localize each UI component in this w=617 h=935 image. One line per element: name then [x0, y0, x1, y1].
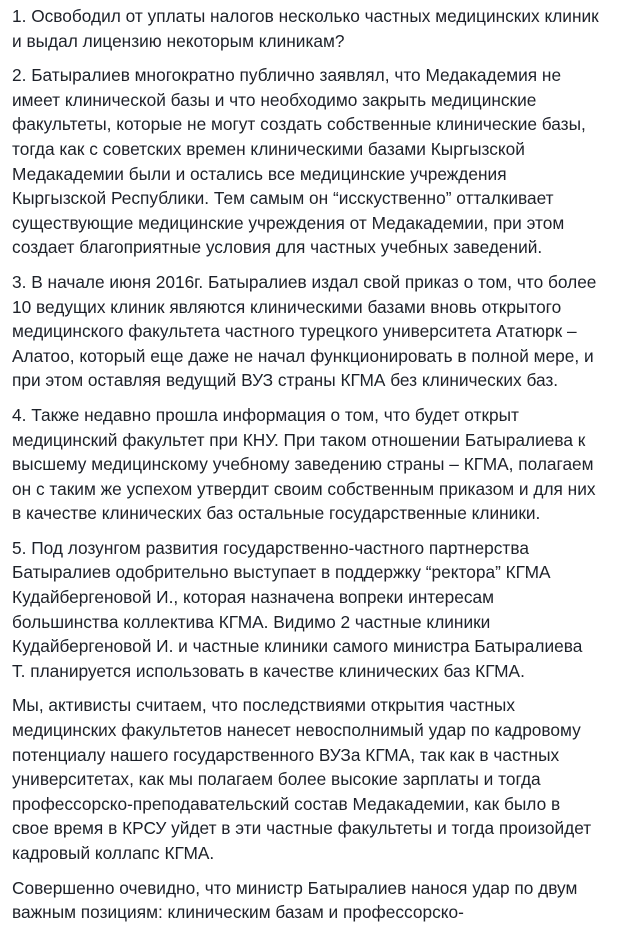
- text-line: 4. Также недавно прошла информация о том, что будет открыт: [12, 404, 519, 425]
- text-line: потенциалу нашего государственного ВУЗа КГМА, так как в частных: [12, 744, 560, 765]
- text-line: 5. Под лозунгом развития государственно-частного партнерства: [12, 537, 529, 558]
- text-line: 3. В начале июня 2016г. Батыралиев издал свой приказ о том, что более: [12, 271, 597, 292]
- text-line: тогда как с советских времен клиническими базами Кыргызской: [12, 138, 525, 159]
- text-line: Батыралиев одобрительно выступает в поддержку “ректора” КГМА: [12, 562, 551, 583]
- text-line: медицинский факультет при КНУ. При таком отношении Батыралиева к: [12, 429, 586, 450]
- paragraph-7: [12, 876, 612, 925]
- text-line: Кудайбергеновой И. и частные клиники самого министра Батыралиева: [12, 636, 583, 657]
- text-line: медицинских факультетов нанесет невосполнимый удар по кадровому: [12, 720, 581, 741]
- paragraph-1: [12, 4, 612, 53]
- text-line: и выдал лицензию некоторым клиникам?: [12, 30, 345, 51]
- text-line: 1. Освободил от уплаты налогов несколько частных медицинских клиник: [12, 6, 599, 26]
- text-line: Мы, активисты считаем, что последствиями открытия частных: [12, 695, 515, 716]
- text-line: медицинского факультета частного турецкого университета Ататюрк –: [12, 321, 577, 342]
- text-line: кадровый коллапс КГМА.: [12, 843, 215, 863]
- text-line: в качестве клинических баз остальные государственные клиники.: [12, 503, 541, 524]
- text-line: профессорско-преподавательский состав Медакадемии, как было в: [12, 793, 561, 814]
- paragraph-4: [12, 403, 612, 526]
- text-line: высшему медицинскому учебному заведению страны – КГМА, полагаем: [12, 454, 594, 475]
- paragraph-3: [12, 270, 612, 393]
- text-line: Кудайбергеновой И., которая назначена вопреки интересам: [12, 587, 494, 608]
- text-line: создает благоприятные условия для частных учебных заведений.: [12, 237, 543, 258]
- text-line: 2. Батыралиев многократно публично заявлял, что Медакадемия не: [12, 65, 562, 86]
- text-line: свое время в КРСУ уйдет в эти частные факультеты и тогда произойдет: [12, 818, 592, 839]
- text-line: 10 ведущих клиник являются клиническими базами вновь открытого: [12, 296, 562, 317]
- paragraph-2: [12, 63, 612, 260]
- text-line: он с таким же успехом утвердит своим собственным приказом и для них: [12, 478, 596, 499]
- text-line: Кыргызской Республики. Тем самым он “исскуственно” отталкивает: [12, 188, 554, 209]
- text-line: Совершенно очевидно, что министр Батыралиев нанося удар по двум: [12, 877, 578, 898]
- paragraph-6: [12, 693, 612, 865]
- text-line: при этом оставляя ведущий ВУЗ страны КГМА без клинических баз.: [12, 370, 559, 391]
- text-line: имеет клинической базы и что необходимо закрыть медицинские: [12, 89, 537, 110]
- text-line: важным позициям: клиническим базам и профессорско-: [12, 902, 464, 923]
- paragraph-5: [12, 536, 612, 684]
- text-line: Медакадемии были и остались все медицинские учреждения: [12, 163, 507, 184]
- text-line: факультеты, которые не могут создать собственные клинические базы,: [12, 114, 586, 135]
- text-line: существующие медицинские учреждения от Медакадемии, при этом: [12, 212, 565, 233]
- text-line: Т. планируется использовать в качестве клинических баз КГМА.: [12, 660, 525, 681]
- text-line: большинства коллектива КГМА. Видимо 2 частные клиники: [12, 611, 491, 632]
- text-line: Алатоо, который еще даже не начал функционировать в полной мере, и: [12, 345, 594, 366]
- text-line: университетах, как мы полагаем более высокие зарплаты и тогда: [12, 769, 541, 790]
- post-body: [12, 4, 612, 935]
